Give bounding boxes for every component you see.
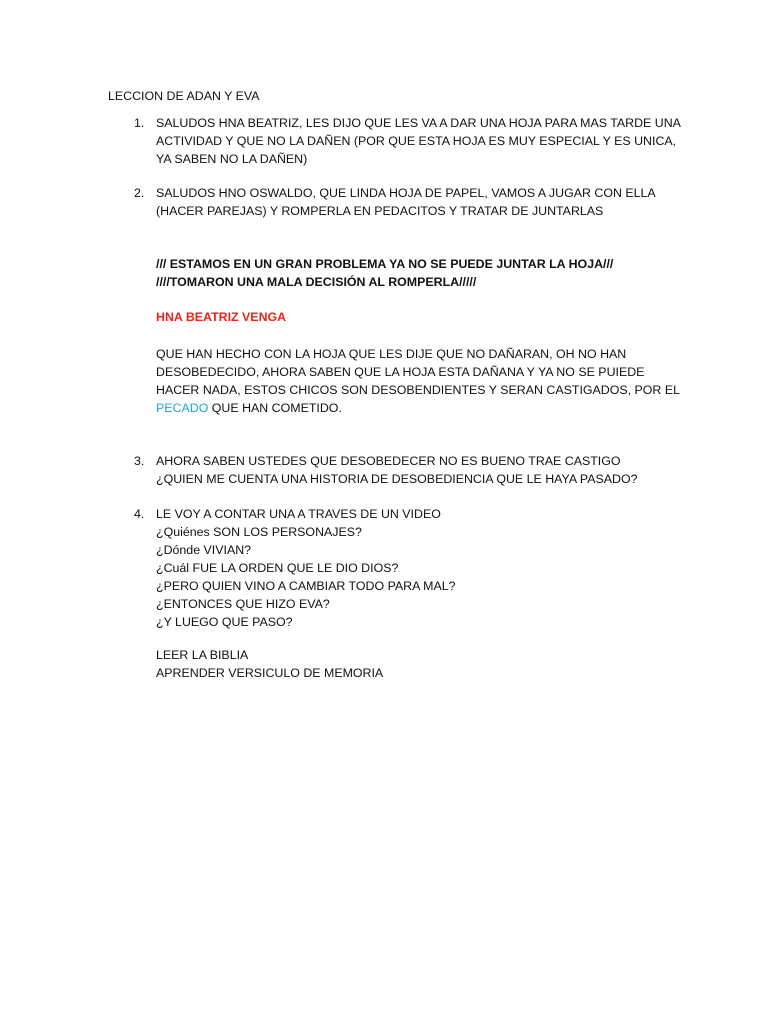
item-2-number: 2. — [134, 186, 145, 200]
closing-instructions — [156, 646, 383, 682]
item-1-line: YA SABEN NO LA DAÑEN) — [156, 152, 308, 166]
item-1-text — [156, 114, 681, 168]
beatriz-line-4 — [156, 399, 680, 417]
beatriz-line-2: DESOBEDECIDO, AHORA SABEN QUE LA HOJA ESTA DAÑANA Y YA NO SE PUIEDE — [156, 365, 645, 379]
item-1-line: ACTIVIDAD Y QUE NO LA DAÑEN (POR QUE ESTA HOJA ES MUY ESPECIAL Y ES UNICA, — [156, 134, 677, 148]
problem-line-2: ////TOMARON UNA MALA DECISIÓN AL ROMPERLA///// — [156, 275, 477, 289]
item-4-line: ¿Y LUEGO QUE PASO? — [156, 615, 293, 629]
item-1-line: SALUDOS HNA BEATRIZ, LES DIJO QUE LES VA A DAR UNA HOJA PARA MAS TARDE UNA — [156, 116, 681, 130]
beatriz-line-3: HACER NADA, ESTOS CHICOS SON DESOBENDIENTES Y SERAN CASTIGADOS, POR EL — [156, 383, 680, 397]
item-4-line: ¿ENTONCES QUE HIZO EVA? — [156, 597, 330, 611]
item-3-number: 3. — [134, 454, 145, 468]
closing-line: APRENDER VERSICULO DE MEMORIA — [156, 666, 384, 680]
beatriz-line-1: QUE HAN HECHO CON LA HOJA QUE LES DIJE QUE NO DAÑARAN, OH NO HAN — [156, 347, 627, 361]
item-4-line: ¿Cuál FUE LA ORDEN QUE LE DIO DIOS? — [156, 561, 399, 575]
item-4-line: LE VOY A CONTAR UNA A TRAVES DE UN VIDEO — [156, 507, 441, 521]
item-2-text — [156, 184, 656, 220]
item-2-line: SALUDOS HNO OSWALDO, QUE LINDA HOJA DE PAPEL, VAMOS A JUGAR CON ELLA — [156, 186, 656, 200]
item-4-line: ¿Dónde VIVIAN? — [156, 543, 252, 557]
item-2-line: (HACER PAREJAS) Y ROMPERLA EN PEDACITOS Y TRATAR DE JUNTARLAS — [156, 204, 604, 218]
item-3-text — [156, 452, 638, 488]
item-3-line: ¿QUIEN ME CUENTA UNA HISTORIA DE DESOBEDIENCIA QUE LE HAYA PASADO? — [156, 472, 638, 486]
item-4-number: 4. — [134, 507, 145, 521]
problem-line-1: /// ESTAMOS EN UN GRAN PROBLEMA YA NO SE PUEDE JUNTAR LA HOJA/// — [156, 257, 614, 271]
problem-statement — [156, 255, 613, 291]
item-3-line: AHORA SABEN USTEDES QUE DESOBEDECER NO ES BUENO TRAE CASTIGO — [156, 454, 621, 468]
item-4-line: ¿PERO QUIEN VINO A CAMBIAR TODO PARA MAL? — [156, 579, 456, 593]
item-4-line: ¿Quiénes SON LOS PERSONAJES? — [156, 525, 362, 539]
beatriz-line-4-rest: QUE HAN COMETIDO. — [208, 401, 342, 415]
beatriz-text — [156, 345, 680, 417]
sin-highlight: PECADO — [156, 401, 209, 415]
item-1-number: 1. — [134, 116, 145, 130]
closing-line: LEER LA BIBLIA — [156, 648, 249, 662]
beatriz-heading: HNA BEATRIZ VENGA — [156, 310, 287, 324]
item-4-text — [156, 505, 456, 631]
lesson-title: LECCION DE ADAN Y EVA — [108, 89, 260, 103]
